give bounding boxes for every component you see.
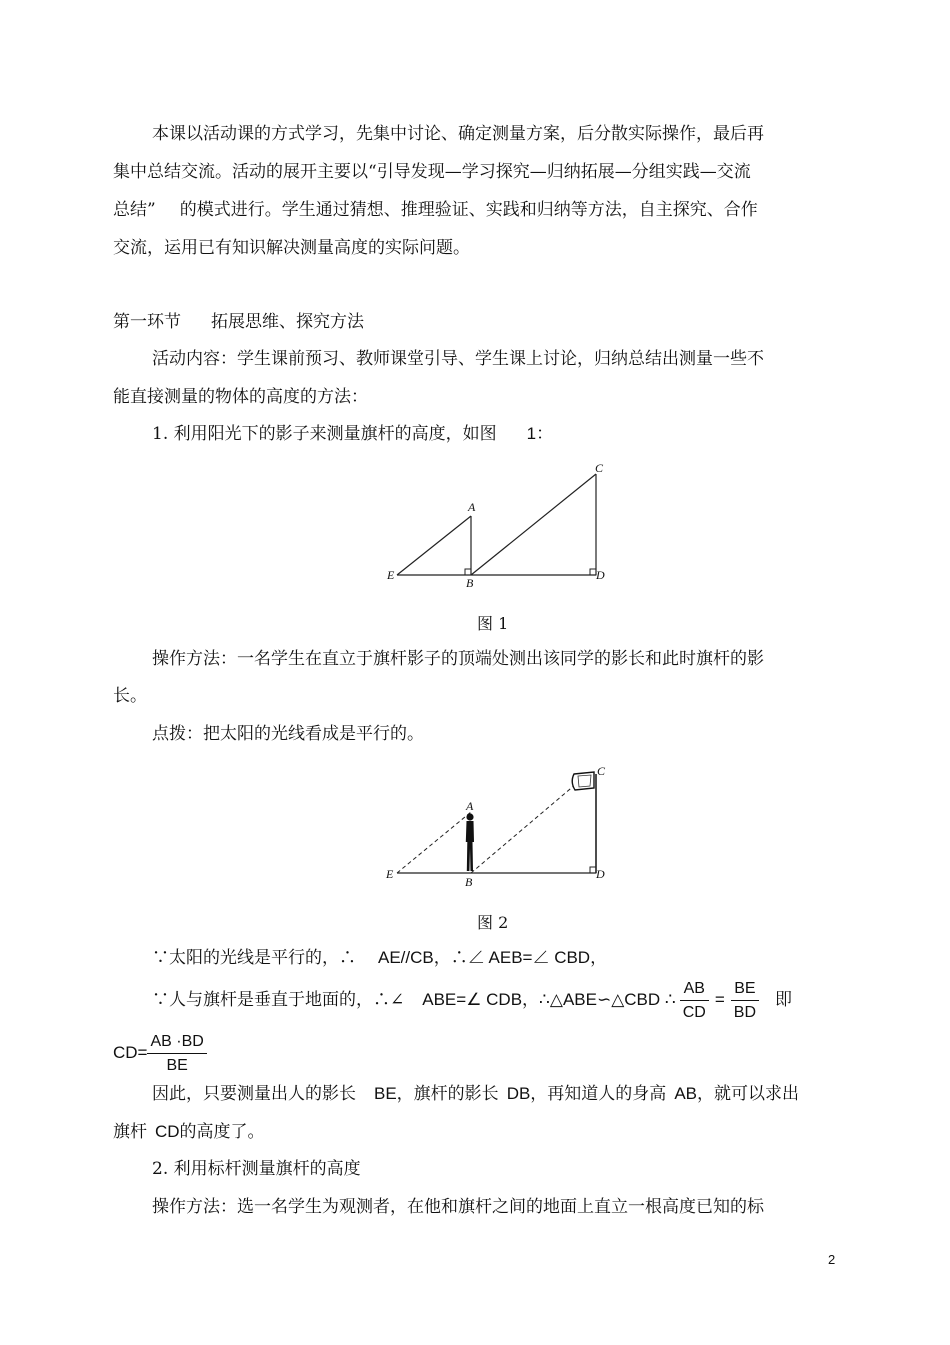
conclusion-text-3: DB，再知道人的身高 xyxy=(506,1084,667,1103)
operation-2-line-1: 操作方法：选一名学生为观测者，在他和旗杆之间的地面上直立一根高度已知的标 xyxy=(152,1197,764,1217)
label-b: B xyxy=(466,576,474,590)
conclusion-line-2 xyxy=(113,1121,265,1143)
operation-1-line-2: 长。 xyxy=(113,686,147,706)
figure-1-diagram xyxy=(380,460,620,595)
fraction-be-over-bd xyxy=(731,980,759,1022)
activity-content-line-1: 活动内容：学生课前预习、教师课堂引导、学生课上讨论，归纳总结出测量一些不 xyxy=(152,349,764,369)
label-c: C xyxy=(597,764,606,778)
conclusion-text-4: AB，就可以求出 xyxy=(674,1084,799,1103)
fraction-ab-over-cd xyxy=(680,980,709,1022)
page-number: 2 xyxy=(828,1252,836,1267)
student-figure-icon xyxy=(466,813,474,871)
intro-line-1: 本课以活动课的方式学习，先集中讨论、确定测量方案，后分散实际操作，最后再 xyxy=(152,124,764,144)
segment-ea xyxy=(397,516,471,575)
intro-line-3 xyxy=(113,199,758,221)
hint: 点拨：把太阳的光线看成是平行的。 xyxy=(152,724,424,744)
proof-line-2-end: 即 xyxy=(775,990,792,1010)
label-a: A xyxy=(466,799,474,813)
figure-1 xyxy=(380,460,620,595)
proof-line-2-math: ABE=∠ CDB，∴△ABE∽△CBD ∴ xyxy=(422,990,676,1009)
section-heading xyxy=(113,311,364,333)
fraction-1-denominator: CD xyxy=(682,1003,706,1021)
conclusion-text-6: CD的高度了。 xyxy=(155,1122,265,1141)
label-b: B xyxy=(465,875,473,889)
proof-line-2 xyxy=(152,975,792,1025)
intro-line-3-end: 的模式进行。学生通过猜想、推理验证、实践和归纳等方法，自主探究、合作 xyxy=(179,200,758,220)
label-d: D xyxy=(596,867,605,881)
fraction-1-numerator: AB xyxy=(680,980,709,1001)
method-1-figure-ref: 1： xyxy=(526,424,554,443)
conclusion-line-1 xyxy=(152,1083,799,1105)
fraction-2-denominator: BD xyxy=(733,1003,756,1021)
equals-sign: = xyxy=(714,990,725,1009)
proof-line-1-math: AE//CB，∴∠ AEB=∠ CBD， xyxy=(378,948,608,967)
conclusion-text-1: 因此，只要测量出人的影长 xyxy=(152,1084,356,1104)
intro-line-3-start: 总结” xyxy=(113,200,156,220)
proof-line-1 xyxy=(152,947,607,969)
figure-1-caption: 图 1 xyxy=(477,614,509,633)
operation-1-line-1: 操作方法：一名学生在直立于旗杆影子的顶端处测出该同学的影长和此时旗杆的影 xyxy=(152,649,764,669)
proof-line-2-text: ∵人与旗杆是垂直于地面的，∴∠ xyxy=(152,990,405,1010)
method-2-heading: 2. 利用标杆测量旗杆的高度 xyxy=(152,1159,361,1179)
proof-line-1-text: ∵太阳的光线是平行的，∴ xyxy=(152,948,356,968)
segment-bc xyxy=(471,474,596,575)
fraction-3-denominator: BE xyxy=(166,1056,188,1074)
fraction-3-numerator: AB ·BD xyxy=(147,1033,206,1054)
label-e: E xyxy=(386,867,394,881)
label-c: C xyxy=(595,461,604,475)
cd-prefix: CD= xyxy=(113,1043,148,1062)
fraction-2-numerator: BE xyxy=(731,980,759,1001)
sun-ray-ea xyxy=(397,812,471,873)
activity-content-line-2: 能直接测量的物体的高度的方法： xyxy=(113,387,368,407)
method-1-heading xyxy=(152,423,553,445)
proof-line-3 xyxy=(113,1030,207,1076)
conclusion-text-5: 旗杆 xyxy=(113,1122,147,1142)
section-title: 拓展思维、探究方法 xyxy=(211,312,364,332)
intro-line-4: 交流，运用已有知识解决测量高度的实际问题。 xyxy=(113,238,470,258)
figure-2-caption: 图 2 xyxy=(477,913,509,932)
label-e: E xyxy=(387,568,395,582)
fraction-cd-formula xyxy=(147,1033,206,1075)
method-1-text: 1. 利用阳光下的影子来测量旗杆的高度，如图 xyxy=(152,424,497,444)
conclusion-text-2: BE，旗杆的影长 xyxy=(374,1084,499,1103)
label-a: A xyxy=(468,500,476,514)
figure-2 xyxy=(380,760,620,890)
section-label: 第一环节 xyxy=(113,312,181,332)
figure-2-diagram xyxy=(380,760,620,890)
right-angle-b xyxy=(465,569,471,575)
intro-line-2: 集中总结交流。活动的展开主要以“引导发现—学习探究—归纳拓展—分组实践—交流 xyxy=(113,162,751,182)
label-d: D xyxy=(596,568,605,582)
sun-ray-bc xyxy=(471,784,576,873)
